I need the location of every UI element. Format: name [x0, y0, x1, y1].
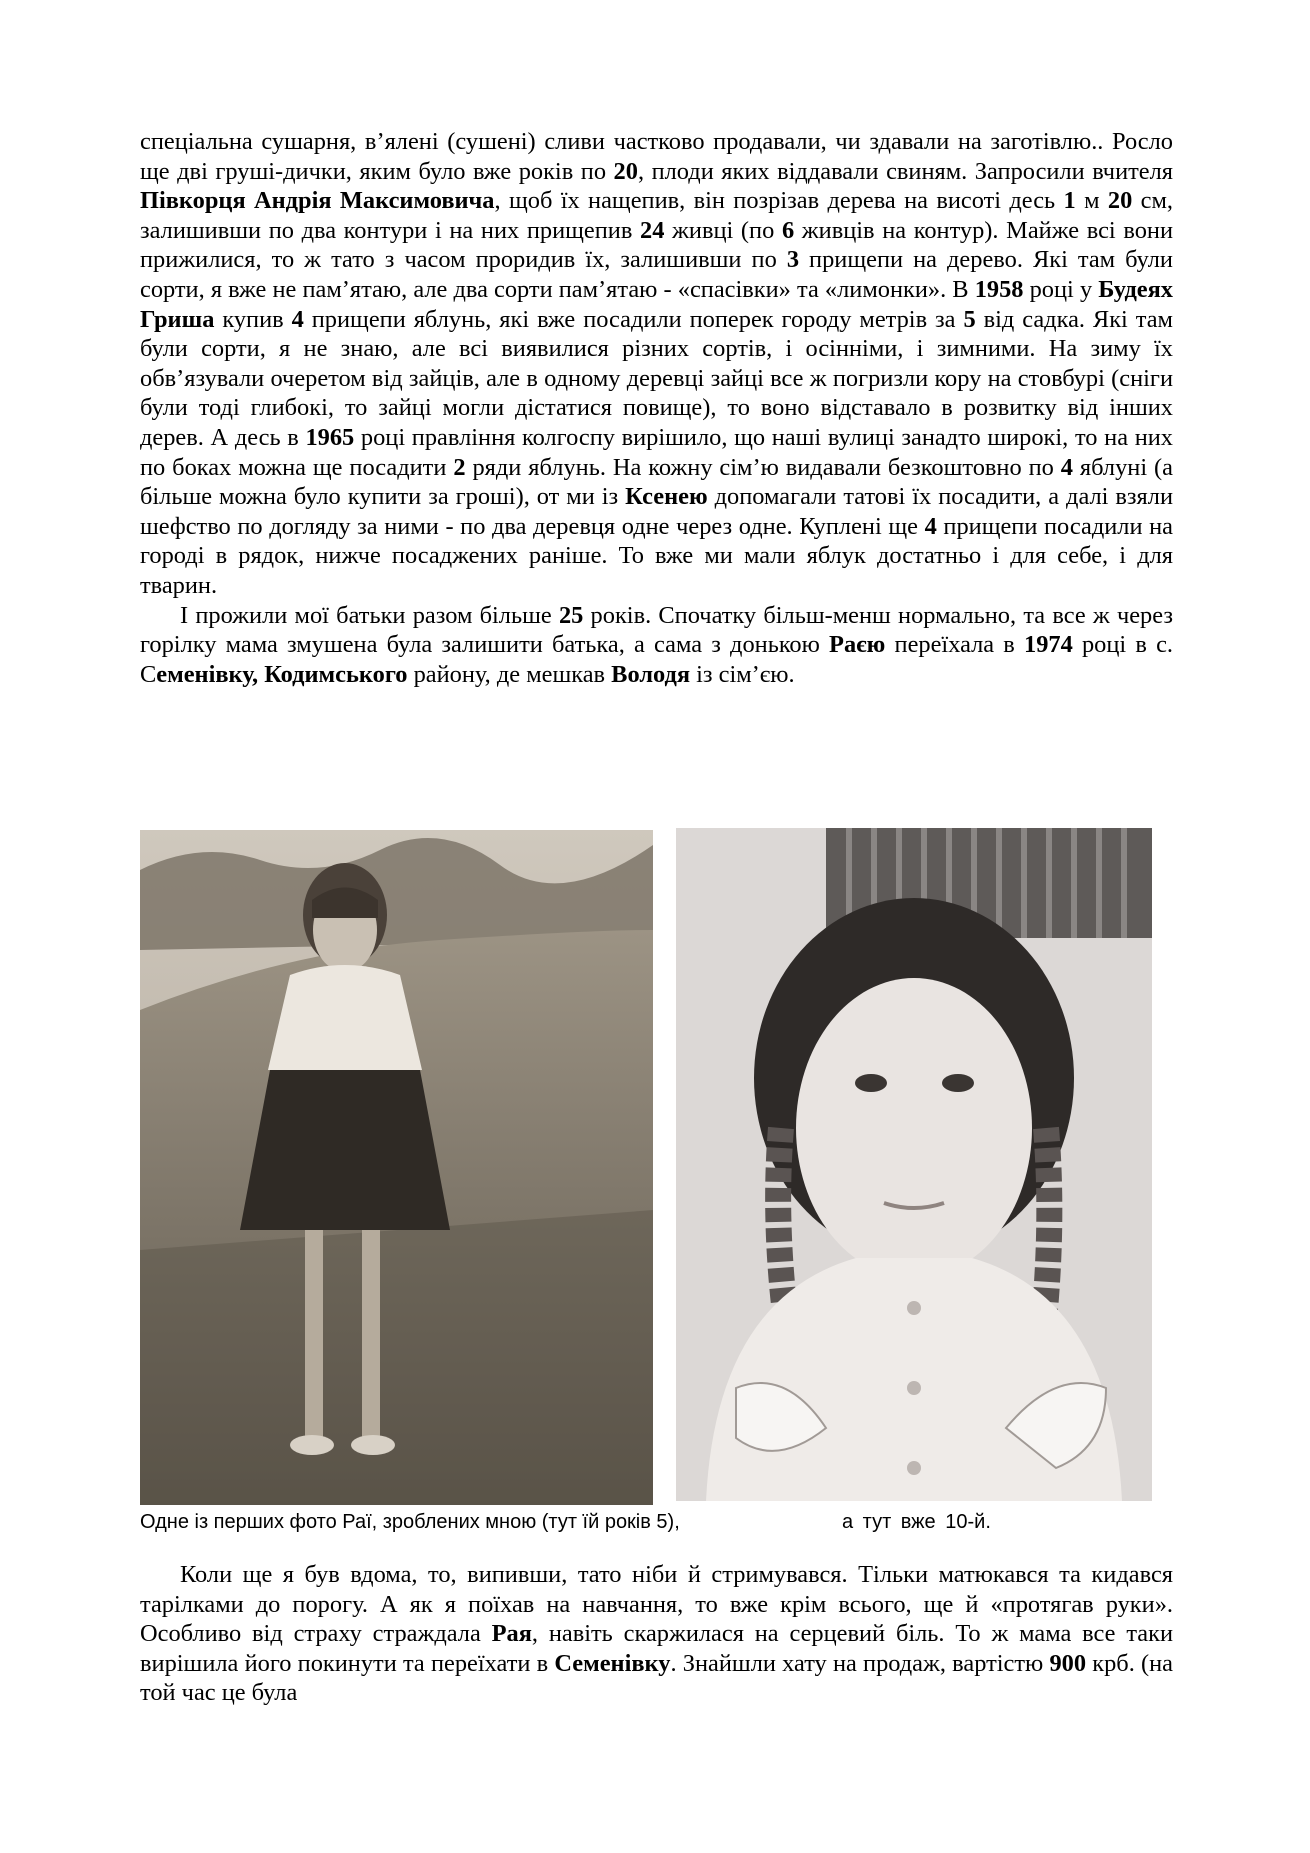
bold-text-run: еменівку, Кодимського	[156, 660, 408, 688]
bold-text-run: Володя	[611, 660, 691, 688]
text-run: , плоди яких віддавали свиням. Запросили вчителя	[637, 157, 1173, 185]
photo-girl-portrait	[676, 828, 1152, 1501]
bold-text-run: 900	[1049, 1649, 1087, 1677]
text-block-top	[140, 127, 1173, 689]
text-run: переїхала в	[885, 631, 1024, 659]
bold-text-run: 4	[1060, 453, 1073, 481]
text-run: прищепи посадили на городі в рядок, нижче посаджених раніше. То вже ми мали яблук достатньо і для себе, і для тварин.	[140, 512, 1173, 599]
text-run: році правління колгоспу вирішило, що наші вулиці занадто широкі, то на них по боках можна ще посадити	[140, 423, 1173, 481]
text-run: . Знайшли хату на продаж, вартістю	[670, 1649, 1050, 1677]
text-run: від садка. Які там були сорти, я не знаю, але всі виявилися різних сортів, і осінніми, і зимними. На зиму їх обв’язували очеретом від зайців, але в одному деревці зайці все ж погризли кору на стовбурі (сніги були тоді глибокі, то зайці могли дістатися повище), то воно відставало в розвитку від інших дерев. А десь в	[140, 305, 1173, 451]
bold-text-run: Раєю	[829, 631, 886, 659]
bold-text-run: 20	[613, 157, 638, 185]
text-block-bottom	[140, 1560, 1173, 1708]
bold-text-run: 2	[453, 453, 466, 481]
photo-girl-standing	[140, 830, 653, 1505]
text-run: купив	[214, 305, 292, 333]
photo-caption-left: Одне із перших фото Раї, зроблених мною (тут їй років 5),	[140, 1511, 680, 1533]
text-run: району, де мешкав	[407, 660, 612, 688]
bold-text-run: Рая	[491, 1620, 532, 1648]
text-run: І прожили мої батьки разом більше	[180, 601, 559, 629]
bold-text-run: Ксенею	[625, 483, 708, 511]
bold-text-run: 25	[558, 601, 584, 629]
text-run: спеціальна сушарня, в’ялені (сушені) сливи частково продавали, чи здавали на заготівлю.. Росло ще дві груші-дички, яким було вже років по	[140, 128, 1173, 185]
bold-text-run: Семенівку	[554, 1649, 671, 1677]
bold-text-run: 24	[640, 216, 665, 244]
text-run: см, залишивши по два контури і на них прищепив	[140, 187, 1173, 244]
text-run: , навіть скаржилася на серцевий біль. То ж мама все таки вирішила його покинути та переїхати в	[140, 1620, 1173, 1677]
paragraph	[140, 601, 1173, 690]
text-run: м	[1075, 187, 1108, 215]
paragraph	[140, 1560, 1173, 1708]
bold-text-run: 1	[1063, 187, 1076, 215]
text-run: із сім’єю.	[690, 660, 795, 688]
text-run: прищепи яблунь, які вже посадили поперек городу метрів за	[303, 305, 964, 333]
bold-text-run: 1974	[1024, 631, 1073, 659]
text-run: Коли ще я був вдома, то, випивши, тато ніби й стримувався. Тільки матюкався та кидався тарілками до порогу. А як я поїхав на навчання, то вже крім всього, ще й «протягав руки». Особливо від страху страждала	[140, 1561, 1173, 1648]
bold-text-run: 4	[291, 305, 304, 333]
text-run: крб. (на той час це була	[140, 1649, 1174, 1707]
text-run: живців на контур). Майже всі вони прижилися, то ж тато з часом проридив їх, залишивши по	[140, 216, 1173, 274]
photo-caption-right: а тут вже 10-й.	[842, 1511, 991, 1533]
text-run: живці (по	[664, 216, 782, 244]
bold-text-run: 1965	[305, 423, 355, 451]
text-run: ряди яблунь. На кожну сім’ю видавали безкоштовно по	[465, 453, 1061, 481]
bold-text-run: 3	[786, 246, 800, 274]
text-run: років. Спочатку більш-менш нормально, та все ж через горілку мама змушена була залишити батька, а сама з донькою	[140, 601, 1174, 659]
bold-text-run: 6	[781, 216, 795, 244]
paragraph	[140, 127, 1173, 601]
text-run: році в с. С	[140, 631, 1174, 688]
text-run: , щоб їх нащепив, він позрізав дерева на висоті десь	[494, 187, 1064, 215]
bold-text-run: 20	[1107, 187, 1133, 215]
bold-text-run: Будеях Гриша	[140, 275, 1173, 333]
bold-text-run: 5	[963, 305, 976, 333]
text-run: прищепи на дерево. Які там були сорти, я вже не пам’ятаю, але два сорти пам’ятаю - «спасівки» та «лимонки». В	[140, 246, 1173, 303]
text-run: році у	[1023, 275, 1099, 303]
bold-text-run: Півкорця Андрія Максимовича	[140, 187, 495, 215]
text-run: допомагали татові їх посадити, а далі взяли шефство по догляду за ними - по два деревця одне через одне. Куплені ще	[140, 483, 1173, 540]
bold-text-run: 1958	[974, 275, 1024, 303]
bold-text-run: 4	[924, 512, 937, 540]
text-run: яблуні (а більше можна було купити за гроші), от ми із	[140, 453, 1173, 511]
